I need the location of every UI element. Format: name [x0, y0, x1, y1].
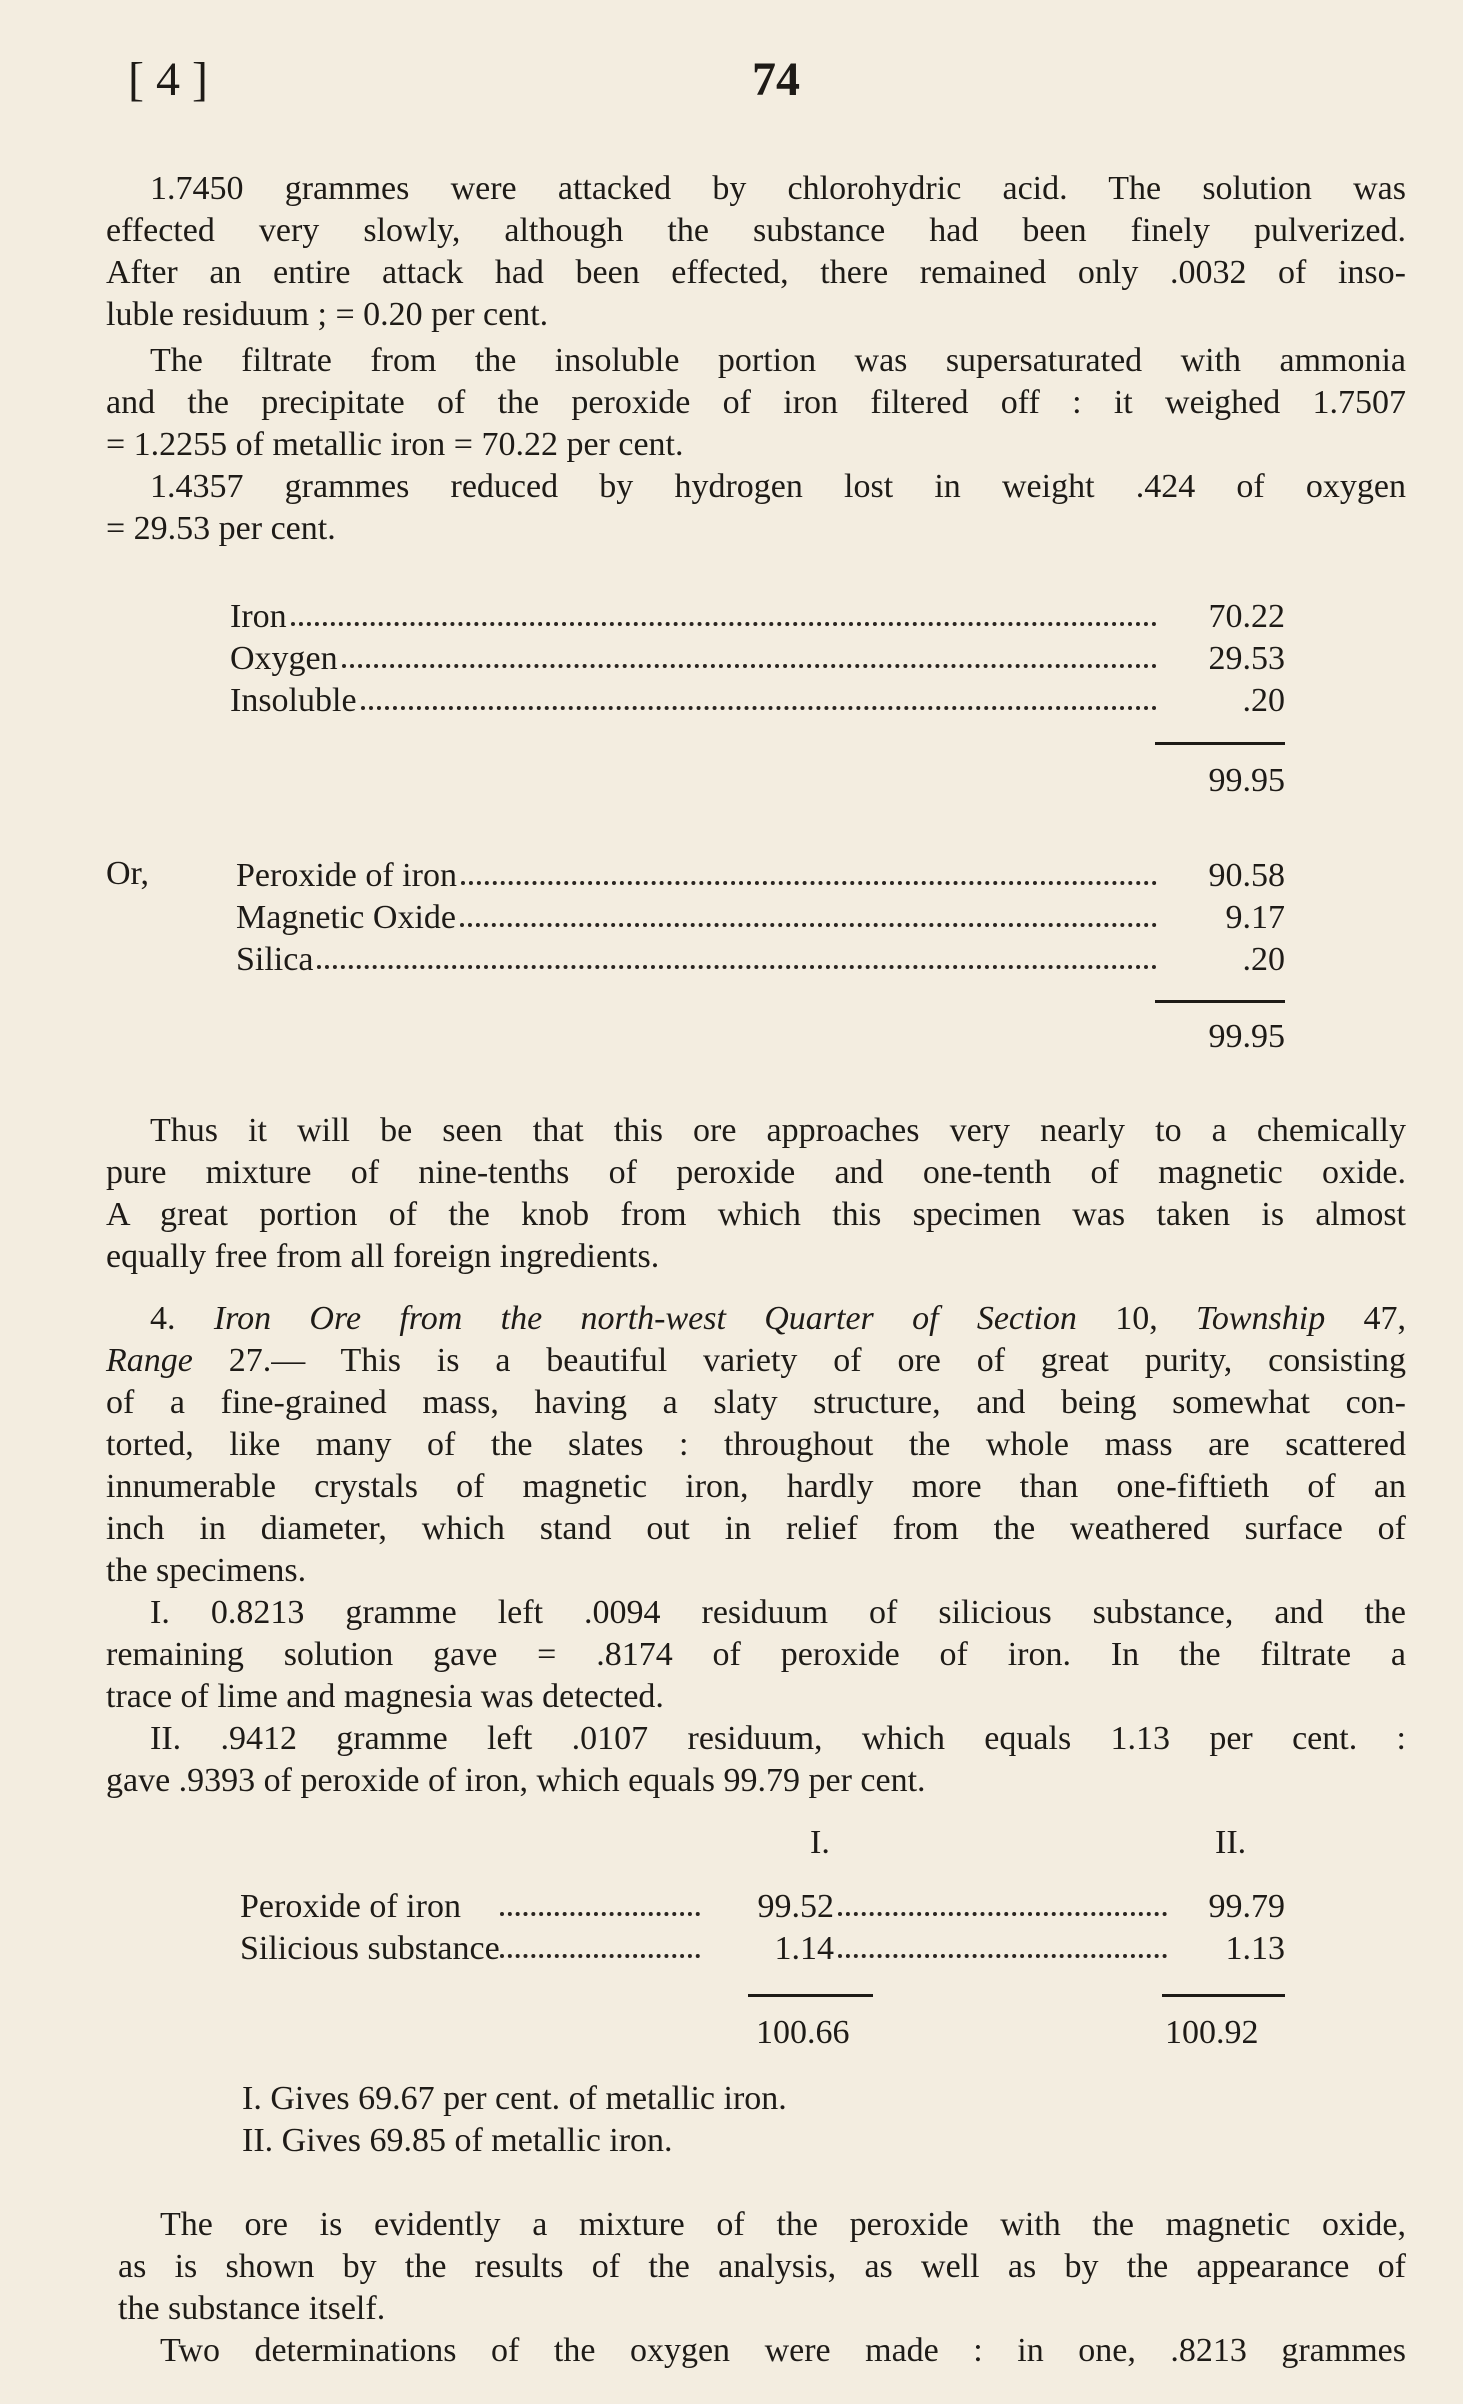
- paragraph-conclusion: [106, 1110, 1406, 1278]
- table1-value: 70.22: [1208, 598, 1285, 635]
- text-line: The filtrate from the insoluble portion was supersaturated with ammonia: [150, 342, 1406, 379]
- text-line: 1.4357 grammes reduced by hydrogen lost in weight .424 of oxygen: [150, 468, 1406, 505]
- text-line: trace of lime and magnesia was detected.: [106, 1678, 664, 1715]
- table2-col2-header: II.: [1215, 1824, 1247, 1861]
- text-line: [106, 1298, 1406, 1340]
- table1b-row-silica: [236, 939, 1285, 981]
- text-line: luble residuum ; = 0.20 per cent.: [106, 296, 549, 333]
- table1b-label: Peroxide of iron: [236, 857, 457, 894]
- text-line: the substance itself.: [118, 2290, 386, 2327]
- text-line: Thus it will be seen that this ore approaches very nearly to a chemically: [150, 1112, 1406, 1149]
- table1-label: Oxygen: [230, 640, 338, 677]
- text-line: inch in diameter, which stand out in relief from the weathered surface of: [106, 1510, 1406, 1547]
- table2-total-ii: 100.92: [1165, 2014, 1259, 2051]
- text-line: I. Gives 69.67 per cent. of metallic iron.: [242, 2080, 787, 2117]
- township-number: 47,: [1363, 1300, 1407, 1337]
- text-line: remaining solution gave = .8174 of peroxide of iron. In the filtrate a: [106, 1636, 1406, 1673]
- text-line: II. .9412 gramme left .0107 residuum, which equals 1.13 per cent. :: [150, 1720, 1406, 1757]
- range-number: 27.: [228, 1342, 272, 1379]
- item-number: 4.: [150, 1300, 176, 1337]
- dot-leader: [291, 596, 1157, 626]
- sum-rule: [1162, 1994, 1285, 1997]
- table1b-total: 99.95: [1208, 1018, 1285, 1055]
- text-line: = 29.53 per cent.: [106, 510, 336, 547]
- paragraph-filtrate: [106, 340, 1406, 466]
- table2-label: Peroxide of iron: [240, 1888, 461, 1925]
- table1b-label: Silica: [236, 941, 314, 978]
- text-line: I. 0.8213 gramme left .0094 residuum of silicious substance, and the: [150, 1594, 1406, 1631]
- table1b-row-magnetic: [236, 897, 1285, 939]
- notes-metallic-iron: [242, 2078, 1242, 2162]
- text-line: torted, like many of the slates : throughout the whole mass are scattered: [106, 1426, 1406, 1463]
- header-bracket-number: [ 4 ]: [128, 53, 208, 106]
- text-line: [106, 1340, 1406, 1382]
- text-line: pure mixture of nine-tenths of peroxide and one-tenth of magnetic oxide.: [106, 1154, 1406, 1191]
- table2-total-i: 100.66: [756, 2014, 850, 2051]
- text-fragment: — This is a beautiful variety of ore of great purity, consisting: [271, 1342, 1407, 1379]
- text-line: Two determinations of the oxygen were made : in one, .8213 grammes: [160, 2332, 1406, 2369]
- table2-value-ii: 99.79: [1208, 1888, 1285, 1925]
- specimen-title: Iron Ore from the north-west Quarter of Section: [213, 1300, 1077, 1337]
- text-line: 1.7450 grammes were attacked by chlorohydric acid. The solution was: [150, 170, 1406, 207]
- table2-row-peroxide: [240, 1886, 1285, 1928]
- text-line: gave .9393 of peroxide of iron, which equals 99.79 per cent.: [106, 1762, 926, 1799]
- table2-row-silicious: [240, 1928, 1285, 1970]
- table1b-value: .20: [1242, 941, 1285, 978]
- dot-leader: [460, 897, 1157, 927]
- dot-leader: [838, 1928, 1167, 1958]
- paragraph-oxygen-determinations: [118, 2330, 1406, 2372]
- dot-leader: [500, 1928, 700, 1958]
- or-prefix: Or,: [106, 855, 150, 892]
- text-line: A great portion of the knob from which this specimen was taken is almost: [106, 1196, 1406, 1233]
- township-label: Township: [1196, 1300, 1326, 1337]
- text-line: effected very slowly, although the substance had been finely pulverized.: [106, 212, 1406, 249]
- sum-rule: [1155, 1000, 1285, 1003]
- dot-leader: [317, 939, 1157, 969]
- table1b-value: 9.17: [1225, 899, 1285, 936]
- table2-value-i: 1.14: [774, 1930, 834, 1967]
- table2-value-i: 99.52: [757, 1888, 834, 1925]
- dot-leader: [838, 1886, 1167, 1916]
- text-line: innumerable crystals of magnetic iron, hardly more than one-fiftieth of an: [106, 1468, 1406, 1505]
- table2-label: Silicious substance: [240, 1930, 500, 1967]
- table1b-value: 90.58: [1208, 857, 1285, 894]
- text-line: equally free from all foreign ingredients.: [106, 1238, 660, 1275]
- page-number: 74: [752, 53, 800, 106]
- text-line: of a fine-grained mass, having a slaty structure, and being somewhat con-: [106, 1384, 1406, 1421]
- text-line: The ore is evidently a mixture of the peroxide with the magnetic oxide,: [160, 2206, 1406, 2243]
- text-line: and the precipitate of the peroxide of iron filtered off : it weighed 1.7507: [106, 384, 1406, 421]
- dot-leader: [342, 638, 1157, 668]
- table1-label: Insoluble: [230, 682, 357, 719]
- text-line: the specimens.: [106, 1552, 307, 1589]
- table2-col1-header: I.: [810, 1824, 830, 1861]
- table1-value: .20: [1242, 682, 1285, 719]
- table1-label: Iron: [230, 598, 287, 635]
- text-line: = 1.2255 of metallic iron = 70.22 per cent.: [106, 426, 684, 463]
- dot-leader: [500, 1886, 700, 1916]
- paragraph-iron-ore-4: [106, 1298, 1406, 1592]
- table1-value: 29.53: [1208, 640, 1285, 677]
- paragraph-analysis-1: [106, 1592, 1406, 1718]
- dot-leader: [461, 855, 1157, 885]
- table1-row-iron: [230, 596, 1285, 638]
- table1-total: 99.95: [1208, 762, 1285, 799]
- sum-rule: [1155, 742, 1285, 745]
- paragraph-analysis-2: [106, 1718, 1406, 1802]
- paragraph-attack: [106, 168, 1406, 336]
- table1b-label: Magnetic Oxide: [236, 899, 456, 936]
- dot-leader: [361, 680, 1157, 710]
- sum-rule: [748, 1994, 873, 1997]
- section-number: 10,: [1115, 1300, 1158, 1337]
- table1-row-oxygen: [230, 638, 1285, 680]
- range-label: Range: [106, 1342, 193, 1379]
- text-line: II. Gives 69.85 of metallic iron.: [242, 2122, 673, 2159]
- table1-row-insoluble: [230, 680, 1285, 722]
- text-line: After an entire attack had been effected, there remained only .0032 of inso-: [106, 254, 1406, 291]
- text-line: as is shown by the results of the analysis, as well as by the appearance of: [118, 2248, 1406, 2285]
- paragraph-evident-mixture: [118, 2204, 1406, 2330]
- table1b-row-peroxide: [236, 855, 1285, 897]
- paragraph-hydrogen: [106, 466, 1406, 550]
- table2-value-ii: 1.13: [1225, 1930, 1285, 1967]
